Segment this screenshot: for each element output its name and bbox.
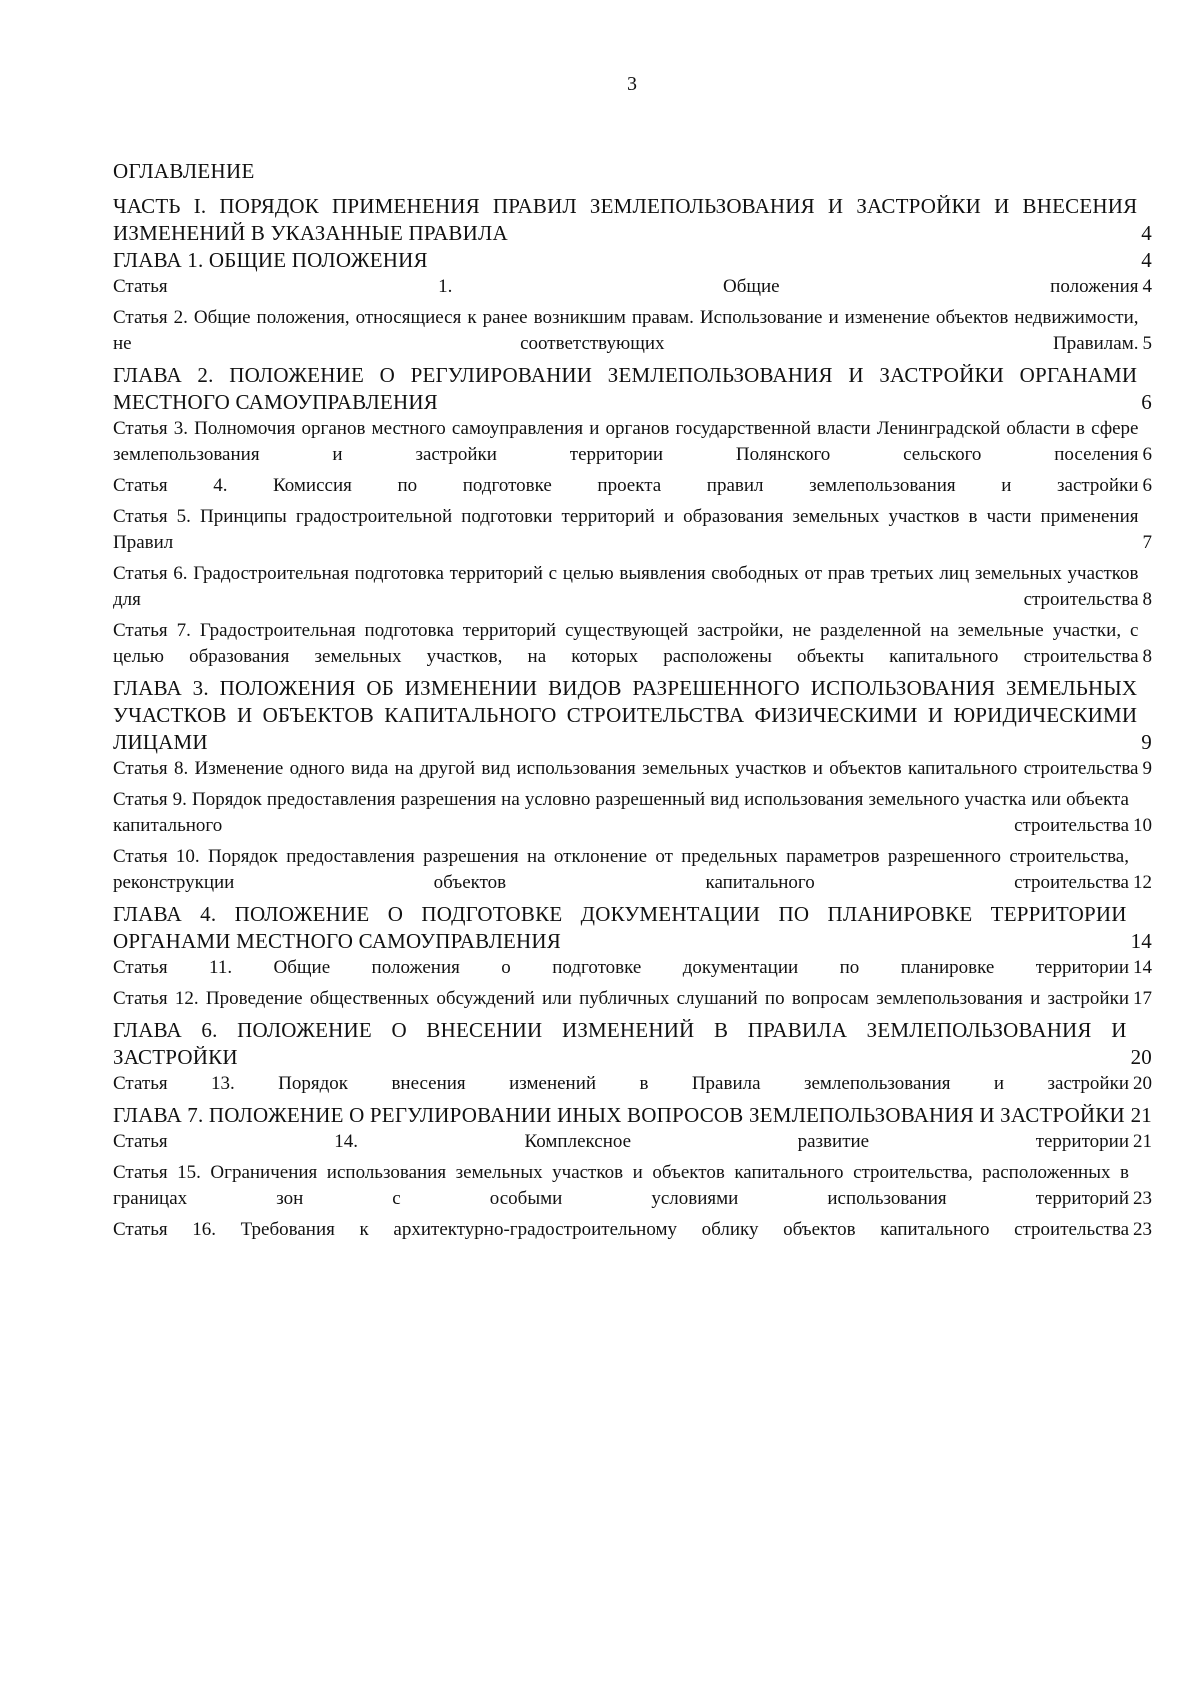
toc-entry-text: ГЛАВА 2. ПОЛОЖЕНИЕ О РЕГУЛИРОВАНИИ ЗЕМЛЕПОЛЬЗОВАНИЯ И ЗАСТРОЙКИ ОРГАНАМИ МЕСТНОГО САМОУПРАВЛЕНИЯ [113,363,1138,414]
toc-article-12[interactable] [113,986,1152,1012]
toc-entry-text: Статья 14. Комплексное развитие территории [113,1131,1129,1152]
toc-entry-page: 6 [1142,475,1152,496]
toc-entry-page: 6 [1141,390,1152,414]
toc-entry-text: ГЛАВА 4. ПОЛОЖЕНИЕ О ПОДГОТОВКЕ ДОКУМЕНТАЦИИ ПО ПЛАНИРОВКЕ ТЕРРИТОРИИ ОРГАНАМИ МЕСТНОГО САМОУПРАВЛЕНИЯ [113,902,1127,953]
toc-article-2[interactable] [113,305,1152,357]
toc-entry-page: 5 [1142,333,1152,354]
toc-article-5[interactable] [113,504,1152,556]
toc-entry-text: Статья 7. Градостроительная подготовка территорий существующей застройки, не разделенной на земельные участки, с целью образования земельных участков, на которых расположены объекты капитального строительства [113,620,1139,667]
toc-entry-page: 20 [1130,1045,1152,1069]
toc-entry-page: 9 [1142,758,1152,779]
toc-entry-page: 4 [1141,221,1152,245]
toc-entry-page: 23 [1133,1219,1152,1240]
toc-article-3[interactable] [113,416,1152,468]
toc-article-7[interactable] [113,618,1152,670]
toc-article-16[interactable] [113,1217,1152,1243]
toc-entry-text: Статья 16. Требования к архитектурно-градостроительному облику объектов капитального строительства [113,1219,1129,1240]
toc-entry-text: Статья 11. Общие положения о подготовке документации по планировке территории [113,957,1129,978]
toc-entry-text: Статья 5. Принципы градостроительной подготовки территорий и образования земельных участков в части применения Правил [113,506,1139,553]
toc-entry-text: ЧАСТЬ I. ПОРЯДОК ПРИМЕНЕНИЯ ПРАВИЛ ЗЕМЛЕПОЛЬЗОВАНИЯ И ЗАСТРОЙКИ И ВНЕСЕНИЯ ИЗМЕНЕНИЙ В УКАЗАННЫЕ ПРАВИЛА [113,194,1138,245]
table-of-contents [113,157,1152,1248]
toc-entry-text: Статья 3. Полномочия органов местного самоуправления и органов государственной власти Ленинградской области в сфере землепользования и застройки территории Полянского сельского поселения [113,418,1139,465]
toc-chapter-1[interactable] [113,247,1152,274]
toc-entry-text: Статья 9. Порядок предоставления разрешения на условно разрешенный вид использования земельного участка или объекта капитального строительства [113,789,1129,836]
toc-article-4[interactable] [113,473,1152,499]
toc-chapter-7[interactable] [113,1102,1152,1129]
toc-entry-text: ГЛАВА 7. ПОЛОЖЕНИЕ О РЕГУЛИРОВАНИИ ИНЫХ ВОПРОСОВ ЗЕМЛЕПОЛЬЗОВАНИЯ И ЗАСТРОЙКИ [113,1103,1125,1127]
toc-article-14[interactable] [113,1129,1152,1155]
toc-entry-text: ГЛАВА 6. ПОЛОЖЕНИЕ О ВНЕСЕНИИ ИЗМЕНЕНИЙ В ПРАВИЛА ЗЕМЛЕПОЛЬЗОВАНИЯ И ЗАСТРОЙКИ [113,1018,1127,1069]
toc-chapter-4[interactable] [113,901,1152,955]
toc-entry-page: 9 [1141,730,1152,754]
toc-entry-text: Статья 15. Ограничения использования земельных участков и объектов капитального строительства, расположенных в границах зон с особыми условиями использования территорий [113,1162,1129,1209]
toc-entry-text: Статья 1. Общие положения [113,276,1139,297]
toc-article-15[interactable] [113,1160,1152,1212]
toc-entry-page: 4 [1141,248,1152,272]
toc-part-1[interactable] [113,193,1152,247]
toc-entry-page: 7 [1142,532,1152,553]
toc-article-10[interactable] [113,844,1152,896]
toc-entry-page: 12 [1133,872,1152,893]
toc-entry-text: ГЛАВА 1. ОБЩИЕ ПОЛОЖЕНИЯ [113,248,428,272]
toc-entry-page: 14 [1133,957,1152,978]
toc-entry-page: 23 [1133,1188,1152,1209]
toc-article-13[interactable] [113,1071,1152,1097]
toc-entry-text: Статья 13. Порядок внесения изменений в Правила землепользования и застройки [113,1073,1129,1094]
toc-entry-page: 14 [1130,929,1152,953]
toc-article-9[interactable] [113,787,1152,839]
toc-entry-page: 21 [1130,1103,1152,1127]
toc-entry-text: ГЛАВА 3. ПОЛОЖЕНИЯ ОБ ИЗМЕНЕНИИ ВИДОВ РАЗРЕШЕННОГО ИСПОЛЬЗОВАНИЯ ЗЕМЕЛЬНЫХ УЧАСТКОВ И ОБЪЕКТОВ КАПИТАЛЬНОГО СТРОИТЕЛЬСТВА ФИЗИЧЕСКИМИ И ЮРИДИЧЕСКИМИ ЛИЦАМИ [113,676,1138,754]
toc-chapter-2[interactable] [113,362,1152,416]
page-number: 3 [627,73,637,95]
toc-title: ОГЛАВЛЕНИЕ [113,159,255,183]
toc-chapter-3[interactable] [113,675,1152,756]
toc-entry-page: 4 [1142,276,1152,297]
toc-entry-text: Статья 4. Комиссия по подготовке проекта правил землепользования и застройки [113,475,1139,496]
toc-article-1[interactable] [113,274,1152,300]
toc-entry-text: Статья 8. Изменение одного вида на другой вид использования земельных участков и объектов капитального строительства [113,758,1139,779]
toc-entry-text: Статья 10. Порядок предоставления разрешения на отклонение от предельных параметров разрешенного строительства, реконструкции объектов капитального строительства [113,846,1129,893]
toc-article-11[interactable] [113,955,1152,981]
toc-entry-text: Статья 2. Общие положения, относящиеся к ранее возникшим правам. Использование и изменение объектов недвижимости, не соответствующих Правилам. [113,307,1139,354]
toc-entry-page: 17 [1133,988,1152,1009]
toc-entry-page: 20 [1133,1073,1152,1094]
toc-article-6[interactable] [113,561,1152,613]
toc-entry-page: 21 [1133,1131,1152,1152]
toc-entry-page: 8 [1142,589,1152,610]
toc-entry-page: 10 [1133,815,1152,836]
toc-article-8[interactable] [113,756,1152,782]
toc-entry-text: Статья 12. Проведение общественных обсуждений или публичных слушаний по вопросам землепользования и застройки [113,988,1129,1009]
toc-entry-page: 6 [1142,444,1152,465]
toc-entry-page: 8 [1142,646,1152,667]
toc-chapter-6[interactable] [113,1017,1152,1071]
toc-entry-text: Статья 6. Градостроительная подготовка территорий с целью выявления свободных от прав третьих лиц земельных участков для строительства [113,563,1139,610]
